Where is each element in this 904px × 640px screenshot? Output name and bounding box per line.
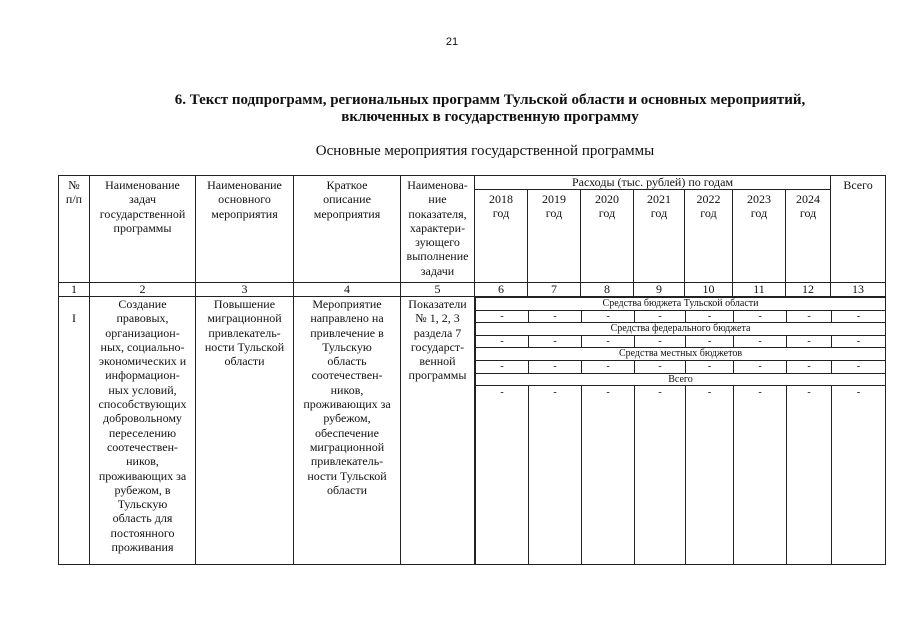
funding-value: - xyxy=(529,386,582,565)
header-year-2020-text xyxy=(582,192,632,221)
funding-value: - xyxy=(529,310,582,323)
text-line: проживания xyxy=(111,540,174,555)
funding-value: - xyxy=(635,335,686,348)
funding-source-row xyxy=(476,298,886,311)
funding-value: - xyxy=(582,310,635,323)
column-number: 2 xyxy=(90,283,196,297)
funding-value: - xyxy=(832,360,886,373)
text-line: год xyxy=(750,206,768,221)
text-line: задач xyxy=(128,192,157,207)
text-line: характери- xyxy=(409,220,466,235)
header-description xyxy=(295,178,399,221)
text-line: Мероприятие xyxy=(312,297,382,311)
text-line: Тульскую xyxy=(117,497,168,512)
text-line: привлечение в xyxy=(310,325,384,340)
row-description xyxy=(295,297,399,497)
funding-source-row xyxy=(476,323,886,336)
column-numbers-row xyxy=(59,283,886,297)
funding-source-label: Средства местных бюджетов xyxy=(476,348,886,361)
text-line: миграционной xyxy=(207,311,282,326)
table-caption: Основные мероприятия государственной программы xyxy=(315,143,655,159)
text-line: основного xyxy=(218,192,271,207)
text-line: 2020 xyxy=(595,192,619,206)
text-line: привлекатель- xyxy=(310,454,384,469)
text-line: год xyxy=(598,206,616,221)
section-heading-line2: включенных в государственную программу xyxy=(341,109,639,125)
text-line: экономических и xyxy=(98,354,187,369)
text-line: добровольному xyxy=(103,411,182,426)
column-number: 12 xyxy=(786,283,831,297)
header-year-2024 xyxy=(786,190,831,283)
header-year-2024-text xyxy=(787,192,829,221)
column-number: 7 xyxy=(528,283,581,297)
header-event xyxy=(197,178,292,221)
text-line: Показатели xyxy=(408,297,467,311)
header-year-2021 xyxy=(634,190,685,283)
header-expenses: Расходы (тыс. рублей) по годам xyxy=(475,176,831,190)
text-line: организацион- xyxy=(105,325,180,340)
text-line: показателя, xyxy=(408,206,467,221)
text-line: Наименова- xyxy=(407,178,468,192)
text-line: ников, xyxy=(330,382,364,397)
text-line: 2022 xyxy=(696,192,721,206)
funding-sources-body xyxy=(476,298,886,565)
row-number: I xyxy=(59,297,90,565)
funding-value: - xyxy=(582,360,635,373)
text-line: проживающих за xyxy=(98,468,187,483)
row-description-cell xyxy=(294,297,401,565)
header-year-2018-text xyxy=(476,192,526,221)
text-line: правовых, xyxy=(116,311,169,326)
funding-value: - xyxy=(787,386,832,565)
text-line: № 1, 2, 3 xyxy=(415,311,460,326)
table-row xyxy=(59,297,886,565)
header-row xyxy=(59,176,886,190)
funding-value: - xyxy=(476,386,529,565)
funding-value: - xyxy=(686,335,734,348)
text-line: год xyxy=(799,206,817,221)
header-year-2023 xyxy=(733,190,786,283)
row-indicator-cell xyxy=(401,297,475,565)
text-line: ние xyxy=(428,192,447,207)
text-line: область для xyxy=(112,511,173,526)
text-line: Наименование xyxy=(105,178,180,192)
text-line: ности Тульской xyxy=(204,339,285,354)
header-number xyxy=(60,178,88,207)
funding-value: - xyxy=(529,335,582,348)
column-number: 8 xyxy=(581,283,634,297)
text-line: ных, социально- xyxy=(100,339,185,354)
funding-value: - xyxy=(734,310,787,323)
funding-source-row xyxy=(476,373,886,386)
text-line: задачи xyxy=(420,263,455,278)
text-line: соотечествен- xyxy=(311,368,383,383)
funding-value: - xyxy=(635,386,686,565)
header-year-2019 xyxy=(528,190,581,283)
column-number: 9 xyxy=(634,283,685,297)
text-line: области xyxy=(224,354,265,369)
header-year-2021-text xyxy=(635,192,683,221)
funding-value: - xyxy=(635,310,686,323)
funding-value: - xyxy=(734,386,787,565)
column-number: 5 xyxy=(401,283,475,297)
text-line: 2024 xyxy=(796,192,821,206)
funding-values-row xyxy=(476,335,886,348)
column-number: 6 xyxy=(475,283,528,297)
text-line: соотечествен- xyxy=(106,439,178,454)
header-task-cell xyxy=(90,176,196,283)
column-number: 1 xyxy=(59,283,90,297)
header-year-2023-text xyxy=(734,192,784,221)
text-line: обеспечение xyxy=(315,425,379,440)
row-task xyxy=(91,297,194,554)
text-line: № xyxy=(68,178,80,192)
funding-value: - xyxy=(476,310,529,323)
column-number: 11 xyxy=(733,283,786,297)
funding-value: - xyxy=(582,386,635,565)
text-line: переселению xyxy=(108,425,177,440)
text-line: раздела 7 xyxy=(413,325,462,340)
text-line: миграционной xyxy=(309,439,385,454)
funding-value: - xyxy=(476,360,529,373)
text-line: Краткое xyxy=(326,178,368,192)
text-line: ных условий, xyxy=(108,382,177,397)
text-line: постоянного xyxy=(110,525,175,540)
funding-value: - xyxy=(582,335,635,348)
text-line: государст- xyxy=(410,339,465,354)
funding-value: - xyxy=(832,310,886,323)
text-line: ности Тульской xyxy=(307,468,387,483)
text-line: мероприятия xyxy=(313,206,381,221)
text-line: область xyxy=(327,354,367,369)
row-task-cell xyxy=(90,297,196,565)
text-line: способствующих xyxy=(98,397,187,412)
header-event-cell xyxy=(196,176,294,283)
column-number: 13 xyxy=(831,283,886,297)
text-line: 2019 xyxy=(542,192,566,206)
text-line: Тульскую xyxy=(322,339,372,354)
funding-sources-table xyxy=(475,297,885,564)
column-number: 4 xyxy=(294,283,401,297)
text-line: привлекатель- xyxy=(208,325,281,340)
funding-value: - xyxy=(787,310,832,323)
funding-source-label: Всего xyxy=(476,373,886,386)
text-line: ников, xyxy=(126,454,159,469)
header-year-2019-text xyxy=(529,192,579,221)
text-line: государственной xyxy=(99,206,186,221)
header-year-2020 xyxy=(581,190,634,283)
header-description-cell xyxy=(294,176,401,283)
text-line: выполнение xyxy=(406,249,469,264)
funding-value: - xyxy=(734,360,787,373)
text-line: Создание xyxy=(118,297,167,311)
text-line: год xyxy=(545,206,563,221)
text-line: направлено на xyxy=(310,311,384,326)
header-year-2022-text xyxy=(686,192,731,221)
funding-value: - xyxy=(686,310,734,323)
funding-sources-cell xyxy=(475,297,886,565)
funding-value: - xyxy=(686,386,734,565)
text-line: 2018 xyxy=(489,192,513,206)
text-line: зующего xyxy=(415,235,460,250)
header-task xyxy=(91,178,194,235)
text-line: венной xyxy=(419,354,456,369)
header-number-cell xyxy=(59,176,90,283)
text-line: программы xyxy=(113,220,172,235)
text-line: области xyxy=(326,482,368,497)
main-events-table xyxy=(58,175,886,565)
funding-values-row xyxy=(476,386,886,565)
funding-value: - xyxy=(686,360,734,373)
row-indicator xyxy=(402,297,473,383)
text-line: Повышение xyxy=(213,297,276,311)
funding-value: - xyxy=(787,335,832,348)
section-heading-line1: 6. Текст подпрограмм, региональных программ Тульской области и основных мероприятий, xyxy=(174,92,806,108)
text-line: год xyxy=(650,206,668,221)
header-year-2022 xyxy=(685,190,733,283)
text-line: описание xyxy=(323,192,371,207)
header-indicator xyxy=(402,178,473,278)
text-line: проживающих за xyxy=(303,397,391,412)
text-line: информацион- xyxy=(105,368,180,383)
text-line: год xyxy=(492,206,510,221)
row-event xyxy=(197,297,292,368)
funding-values-row xyxy=(476,360,886,373)
text-line: мероприятия xyxy=(211,206,278,221)
row-event-cell xyxy=(196,297,294,565)
funding-values-row xyxy=(476,310,886,323)
funding-source-label: Средства федерального бюджета xyxy=(476,323,886,336)
header-total: Всего xyxy=(831,176,886,283)
text-line: 2021 xyxy=(647,192,671,206)
section-heading xyxy=(120,92,860,126)
funding-value: - xyxy=(787,360,832,373)
funding-value: - xyxy=(476,335,529,348)
header-indicator-cell xyxy=(401,176,475,283)
text-line: п/п xyxy=(65,192,83,207)
funding-source-label: Средства бюджета Тульской области xyxy=(476,298,886,311)
column-number: 3 xyxy=(196,283,294,297)
text-line: рубежом, в xyxy=(114,482,171,497)
text-line: рубежом, xyxy=(323,411,371,426)
header-year-2018 xyxy=(475,190,528,283)
funding-value: - xyxy=(832,386,886,565)
column-number: 10 xyxy=(685,283,733,297)
funding-value: - xyxy=(734,335,787,348)
text-line: 2023 xyxy=(747,192,771,206)
text-line: Наименование xyxy=(207,178,282,192)
text-line: год xyxy=(700,206,717,221)
funding-source-row xyxy=(476,348,886,361)
page-number: 21 xyxy=(445,36,459,48)
funding-value: - xyxy=(832,335,886,348)
text-line: программы xyxy=(408,368,467,383)
funding-value: - xyxy=(529,360,582,373)
funding-value: - xyxy=(635,360,686,373)
